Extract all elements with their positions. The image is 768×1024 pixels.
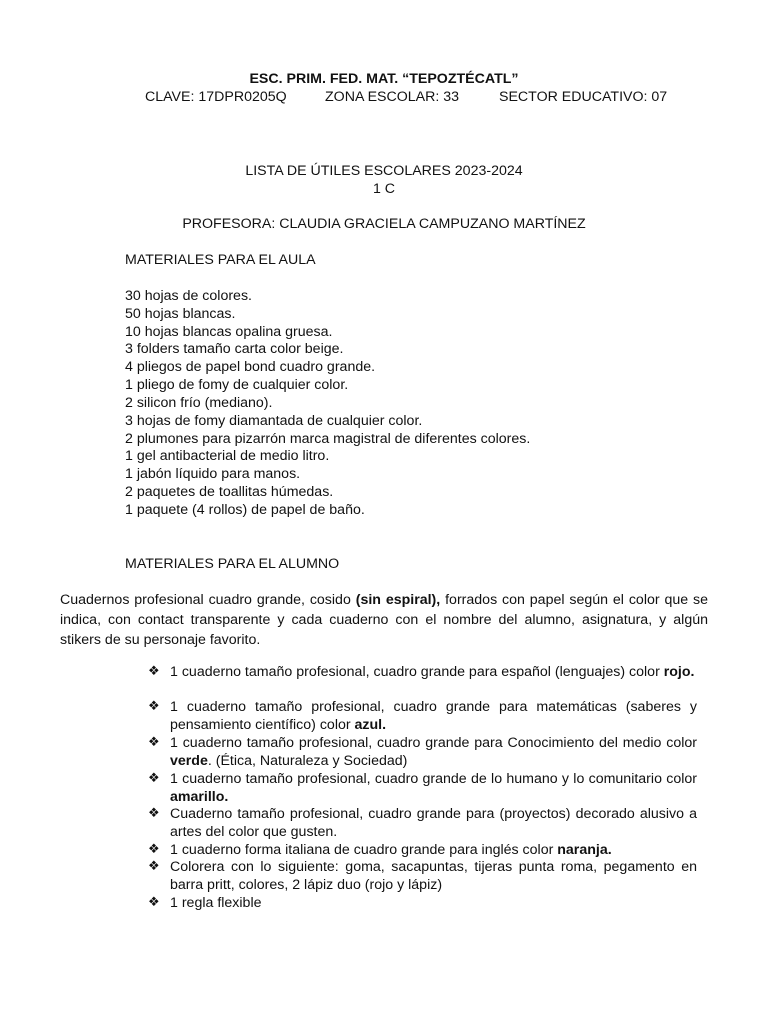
classroom-item: 1 gel antibacterial de medio litro. <box>125 448 330 464</box>
bullet-text-start: Cuaderno tamaño profesional, cuadro grande para (proyectos) decorado alusivo a artes del color que gusten. <box>170 806 697 840</box>
intro-text-end: forrados con papel según el color que se indica, con contact transparente y cada cuaderno con el nombre del alumno, asignatura, y algún stikers de su personaje favorito. <box>60 592 708 648</box>
classroom-item: 2 paquetes de toallitas húmedas. <box>125 484 334 500</box>
bullet-color-bold: rojo. <box>663 664 695 680</box>
classroom-item: 1 jabón líquido para manos. <box>125 466 301 482</box>
diamond-bullet-icon: ❖ <box>148 770 160 785</box>
bullet-text <box>170 841 697 859</box>
school-name: ESC. PRIM. FED. MAT. “TEPOZTÉCATL” <box>249 71 519 87</box>
bullet-text <box>170 734 697 770</box>
bullet-text <box>170 698 697 734</box>
bullet-color-bold: amarillo. <box>170 789 229 805</box>
bullet-text-start: 1 cuaderno tamaño profesional, cuadro grande para Conocimiento del medio color <box>170 735 697 751</box>
bullet-text <box>170 858 697 894</box>
classroom-heading: MATERIALES PARA EL AULA <box>125 252 316 268</box>
bullet-color-bold: verde <box>170 753 208 769</box>
diamond-bullet-icon: ❖ <box>148 858 160 873</box>
bullet-text-start: 1 cuaderno forma italiana de cuadro grande para inglés color <box>170 842 558 858</box>
diamond-bullet-icon: ❖ <box>148 841 160 856</box>
classroom-item: 2 silicon frío (mediano). <box>125 395 273 411</box>
bullet-text <box>170 894 697 912</box>
teacher-name: PROFESORA: CLAUDIA GRACIELA CAMPUZANO MARTÍNEZ <box>182 216 586 232</box>
classroom-item: 2 plumones para pizarrón marca magistral de diferentes colores. <box>125 431 531 447</box>
diamond-bullet-icon: ❖ <box>148 663 160 678</box>
bullet-text <box>170 805 697 841</box>
list-title: LISTA DE ÚTILES ESCOLARES 2023-2024 <box>245 163 523 179</box>
intro-text-bold: (sin espiral), <box>355 592 441 608</box>
classroom-item: 50 hojas blancas. <box>125 306 236 322</box>
student-heading: MATERIALES PARA EL ALUMNO <box>125 556 340 572</box>
group-label: 1 C <box>372 181 396 197</box>
student-intro <box>60 590 708 650</box>
bullet-color-bold: azul. <box>354 717 387 733</box>
diamond-bullet-icon: ❖ <box>148 734 160 749</box>
classroom-item: 1 paquete (4 rollos) de papel de baño. <box>125 502 365 518</box>
bullet-text-start: 1 cuaderno tamaño profesional, cuadro grande para español (lenguajes) color <box>170 664 664 680</box>
bullet-color-bold: naranja. <box>557 842 612 858</box>
classroom-item: 10 hojas blancas opalina gruesa. <box>125 324 333 340</box>
diamond-bullet-icon: ❖ <box>148 805 160 820</box>
classroom-item: 1 pliego de fomy de cualquier color. <box>125 377 349 393</box>
bullet-text-start: Colorera con lo siguiente: goma, sacapuntas, tijeras punta roma, pegamento en barra pritt, colores, 2 lápiz duo (rojo y lápiz) <box>170 859 697 893</box>
bullet-text <box>170 663 697 681</box>
diamond-bullet-icon: ❖ <box>148 894 160 909</box>
classroom-item: 3 hojas de fomy diamantada de cualquier color. <box>125 413 423 429</box>
school-zone: ZONA ESCOLAR: 33 <box>325 89 460 105</box>
bullet-text-end: . (Ética, Naturaleza y Sociedad) <box>207 753 408 769</box>
intro-text-start: Cuadernos profesional cuadro grande, cosido <box>60 592 356 608</box>
diamond-bullet-icon: ❖ <box>148 698 160 713</box>
classroom-item: 3 folders tamaño carta color beige. <box>125 341 344 357</box>
bullet-text-start: 1 cuaderno tamaño profesional, cuadro grande de lo humano y lo comunitario color <box>170 771 697 787</box>
bullet-text-start: 1 regla flexible <box>170 895 262 911</box>
classroom-item: 30 hojas de colores. <box>125 288 252 304</box>
school-sector: SECTOR EDUCATIVO: 07 <box>499 89 668 105</box>
bullet-text-start: 1 cuaderno tamaño profesional, cuadro grande para matemáticas (saberes y pensamiento científico) color <box>170 699 697 733</box>
bullet-text <box>170 770 697 806</box>
classroom-item: 4 pliegos de papel bond cuadro grande. <box>125 359 376 375</box>
school-key: CLAVE: 17DPR0205Q <box>145 89 287 105</box>
